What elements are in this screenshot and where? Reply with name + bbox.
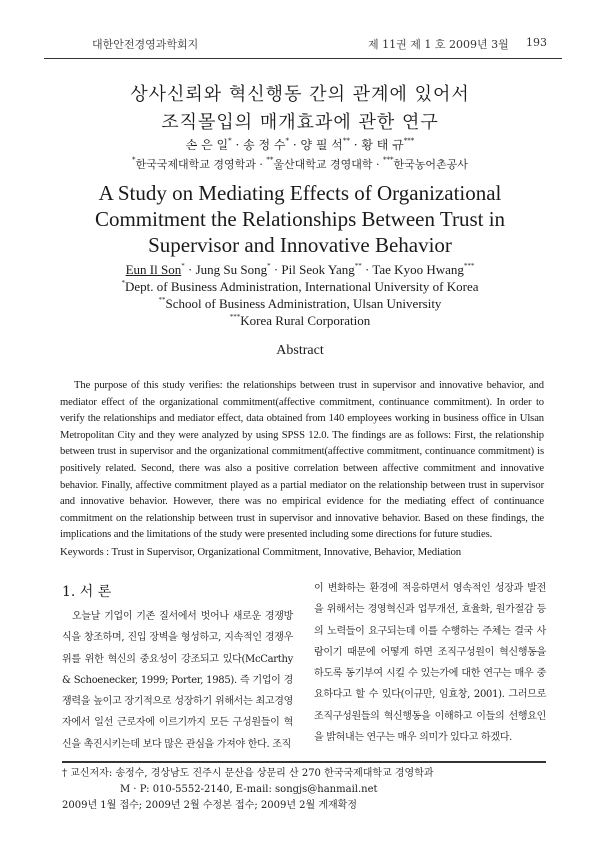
korean-author-1: 손 은 일 [185, 138, 229, 152]
abstract-body: The purpose of this study verifies: the relationships between trust in supervisor and innovative behavior, and mediator effect of the organizational commitment(affective commitment, continuance commitment). In order to verify the relationships and mediator effect, data obtained from 140 employees working in business office in Ulsan Metropolitan City and they were analyzed by using SPSS 12.0. The findings are as follows: First, the relationship between trust in supervisor and the organizational commitment(affective commitment, continuance commitment) is positively related. Second, there was also a positive correlation between affective commitment and innovative behavior. Finally, affective commitment played as a partial mediator on the relationship between trust in supervisor and innovative behavior. However, there was no empirical evidence for the mediating effect of continuance commitment on the relationship between trust in supervisor and innovative behavior. Based on these findings, the implications and the limitations of the study were presented including some directions for future studies. [60, 380, 544, 541]
affiliation-mark: *** [403, 137, 415, 145]
page-number: 193 [526, 36, 547, 49]
abstract-heading: Abstract [276, 343, 324, 358]
korean-affiliation-2: 울산대학교 경영대학 · [273, 158, 384, 171]
affiliation-mark: * [267, 262, 271, 270]
contact-info: M · P: 010-5552-2140, E-mail: songjs@hanmail.net [120, 784, 378, 795]
english-author-4: · Tae Kyoo Hwang [361, 262, 464, 277]
korean-title-line1: 상사신뢰와 혁신행동 간의 관계에 있어서 [130, 84, 470, 105]
affiliation-mark: *** [463, 262, 475, 270]
english-authors [0, 262, 600, 278]
left-column [62, 606, 293, 755]
english-affiliation-2-text: School of Business Administration, Ulsan University [165, 296, 442, 311]
affiliation-mark: *** [383, 156, 394, 164]
corresponding-author [62, 766, 434, 781]
affiliation-mark: * [132, 156, 136, 164]
issue-info: 제 11권 제 1 호 2009년 3월 [368, 38, 509, 51]
korean-authors [0, 136, 600, 153]
english-affiliation-3-text: Korea Rural Corporation [240, 313, 371, 328]
footnote-rule [62, 761, 546, 763]
korean-affiliation-3: 한국농어촌공사 [393, 158, 468, 171]
korean-author-4: · 황 태 규 [353, 138, 404, 152]
english-affiliation-1-text: Dept. of Business Administration, International University of Korea [125, 279, 479, 294]
right-column [314, 578, 546, 748]
english-author-1: Eun Il Son [125, 262, 182, 277]
section-heading: 1. 서 론 [62, 584, 112, 600]
english-title-line3: Supervisor and Innovative Behavior [148, 233, 452, 257]
affiliation-mark: ** [158, 296, 166, 304]
korean-author-3: · 양 필 석 [292, 138, 343, 152]
english-affiliation-2 [0, 296, 600, 312]
korean-title-line2: 조직몰입의 매개효과에 관한 연구 [161, 112, 439, 133]
affiliation-mark: * [121, 279, 126, 287]
right-column-text: 이 변화하는 환경에 적응하면서 영속적인 성장과 발전을 위해서는 경영혁신과 업무개선, 효율화, 원가절감 등의 노력들이 요구되는데 이를 수행하는 주체는 결국 사람이기 때문에 어떻게 하면 조직구성원이 혁신행동을 하도록 동기부여 시킬 수 있는가에 대한 연구는 매우 중요하다고 할 수 있다(이규만, 임효창, 2001). 그러므로 조직구성원들의 혁신행동을 이해하고 이들의 선행요인을 밝혀내는 연구는 매우 의미가 있다고 하겠다. [314, 583, 546, 744]
affiliation-mark: * [285, 137, 290, 145]
korean-affiliation-1: 한국국제대학교 경영학과 · [135, 158, 267, 171]
affiliation-mark: * [181, 262, 185, 270]
abstract [60, 378, 544, 561]
korean-author-2: · 송 정 수 [235, 138, 286, 152]
corresponding-author-text: 교신저자: 송정수, 경상남도 진주시 문산읍 상문리 산 270 한국국제대학교 경영학과 [67, 768, 434, 779]
dagger-mark: † [62, 768, 67, 779]
affiliation-mark: ** [266, 156, 274, 164]
affiliation-mark: ** [354, 262, 362, 270]
english-author-3: · Pil Seok Yang [270, 262, 355, 277]
english-affiliation-3 [0, 313, 600, 329]
left-column-text: 오늘날 기업이 기존 질서에서 벗어나 새로운 경쟁방식을 창조하며, 진입 장벽을 형성하고, 지속적인 경쟁우위를 위한 혁신의 중요성이 강조되고 있다(McCarthy & Schoenecker, 1999; Porter, 1985). 즉 기업이 경쟁력을 높이고 장기적으로 성장하기 위해서는 최고경영자에서 일선 근로자에 이르기까지 모든 구성원들이 혁신을 촉진시키는데 보다 많은 관심을 가져야 한다. 조직 [62, 611, 293, 750]
korean-affiliations [0, 156, 600, 172]
english-title-line1: A Study on Mediating Effects of Organizational [98, 181, 502, 205]
submission-dates: 2009년 1월 접수; 2009년 2월 수정본 접수; 2009년 2월 게재확정 [62, 800, 358, 811]
english-affiliation-1 [0, 279, 600, 295]
affiliation-mark: * [228, 137, 232, 145]
journal-name: 대한안전경영과학회지 [92, 38, 199, 51]
affiliation-mark: ** [342, 137, 350, 145]
affiliation-mark: *** [229, 313, 241, 321]
keywords: Keywords : Trust in Supervisor, Organizational Commitment, Innovative, Behavior, Mediation [60, 545, 462, 558]
english-author-2: · Jung Su Song [184, 262, 268, 277]
header-rule [44, 58, 562, 59]
english-title-line2: Commitment the Relationships Between Trust in [94, 207, 506, 231]
